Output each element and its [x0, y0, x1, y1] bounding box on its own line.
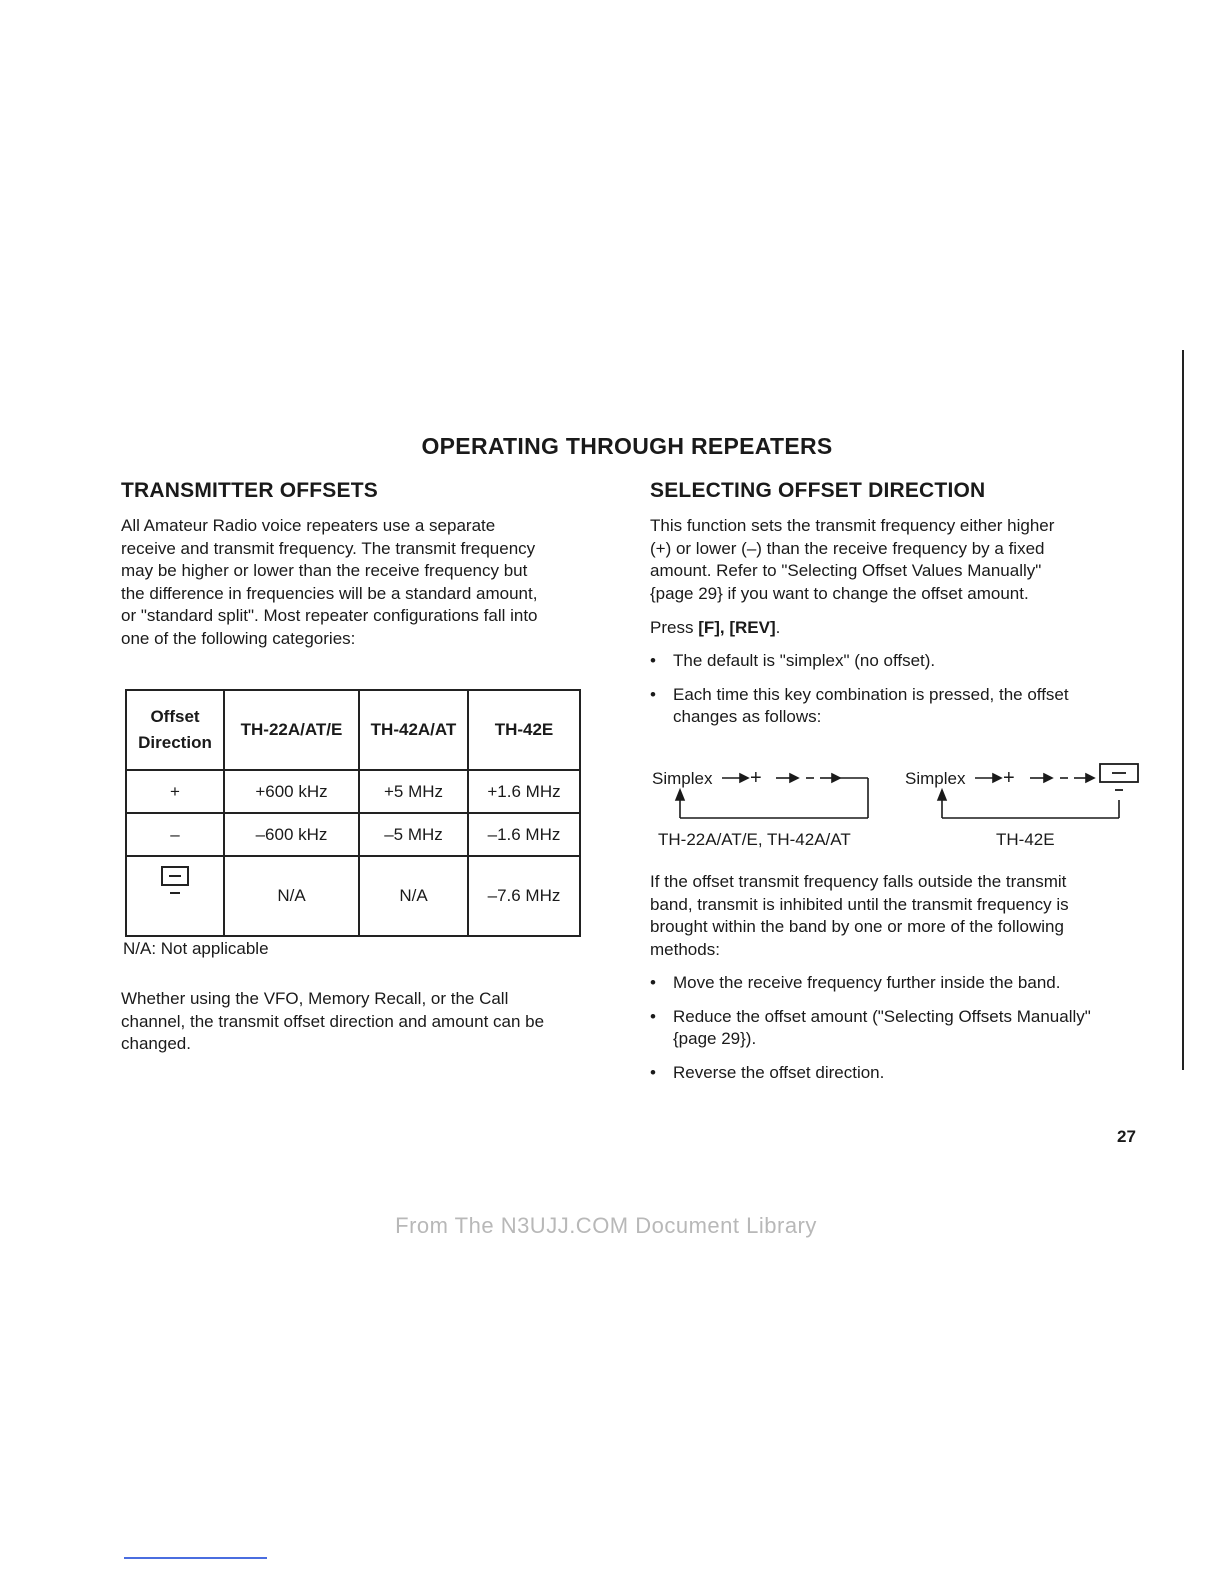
right-plus-label: +	[1003, 767, 1015, 789]
inhibit-line: band, transmit is inhibited until the transmit frequency is	[650, 894, 1069, 914]
intro-line: (+) or lower (–) than the receive frequency by a fixed	[650, 538, 1045, 558]
inhibit-paragraph	[650, 871, 1150, 961]
cell-direction	[126, 856, 224, 936]
cell-value: –600 kHz	[224, 813, 359, 856]
closing-line: changed.	[121, 1034, 191, 1053]
table-row	[126, 770, 580, 813]
header-th22: TH-22A/AT/E	[224, 690, 359, 770]
intro-line: amount. Refer to "Selecting Offset Values Manually"	[650, 561, 1042, 580]
arrow-icon	[1030, 774, 1094, 782]
inhibit-line: brought within the band by one or more of the following	[650, 917, 1064, 936]
press-keys: [F], [REV]	[698, 618, 776, 637]
cell-value: +1.6 MHz	[468, 770, 580, 813]
selecting-offset-heading: SELECTING OFFSET DIRECTION	[650, 479, 986, 502]
page-title: OPERATING THROUGH REPEATERS	[421, 433, 833, 459]
footer-watermark: From The N3UJJ.COM Document Library	[395, 1213, 817, 1238]
list-item: • Reverse the offset direction.	[650, 1062, 1130, 1085]
left-simplex-label: Simplex	[652, 769, 713, 788]
header-offset-direction: Offset Direction	[126, 690, 224, 770]
return-arrow-icon	[938, 790, 1119, 818]
margin-rule	[1182, 350, 1184, 1070]
closing-line: channel, the transmit offset direction and amount can be	[121, 1011, 545, 1031]
cell-value: N/A	[359, 856, 468, 936]
arrow-icon	[722, 774, 748, 782]
intro-line: or "standard split". Most repeater configurations fall into	[121, 606, 538, 625]
selecting-offset-intro	[650, 515, 1150, 605]
cell-value: N/A	[224, 856, 359, 936]
method-bullets	[650, 972, 1130, 1084]
header-th42a: TH-42A/AT	[359, 690, 468, 770]
closing-paragraph	[121, 988, 621, 1056]
arrow-icon	[975, 774, 1001, 782]
minus-key-icon	[1100, 764, 1138, 790]
key-underline	[170, 892, 180, 894]
minus-key-icon	[161, 866, 189, 886]
intro-line: receive and transmit frequency. The transmit frequency	[121, 538, 536, 558]
table-note: N/A: Not applicable	[123, 939, 269, 958]
cell-value: +600 kHz	[224, 770, 359, 813]
header-th42e: TH-42E	[468, 690, 580, 770]
cell-direction: +	[126, 770, 224, 813]
cell-value: –5 MHz	[359, 813, 468, 856]
intro-line: may be higher or lower than the receive frequency but	[121, 561, 528, 580]
default-bullets	[650, 650, 1135, 729]
closing-line: Whether using the VFO, Memory Recall, or the Call	[121, 989, 509, 1008]
inhibit-line: If the offset transmit frequency falls outside the transmit	[650, 872, 1067, 891]
intro-line: {page 29} if you want to change the offset amount.	[650, 583, 1029, 603]
cell-value: –7.6 MHz	[468, 856, 580, 936]
cell-direction: –	[126, 813, 224, 856]
list-item: • Move the receive frequency further inside the band.	[650, 972, 1130, 995]
intro-line: one of the following categories:	[121, 628, 356, 648]
list-item: • Each time this key combination is pressed, the offset changes as follows:	[650, 684, 1135, 729]
cell-value: –1.6 MHz	[468, 813, 580, 856]
page-number: 27	[1117, 1127, 1136, 1146]
right-simplex-label: Simplex	[905, 769, 966, 788]
press-prefix: Press	[650, 618, 699, 637]
cell-value: +5 MHz	[359, 770, 468, 813]
intro-line: All Amateur Radio voice repeaters use a separate	[121, 516, 496, 535]
intro-line: the difference in frequencies will be a standard amount,	[121, 583, 538, 603]
intro-line: This function sets the transmit frequency either higher	[650, 516, 1055, 535]
left-diagram-caption: TH-22A/AT/E, TH-42A/AT	[658, 830, 851, 849]
table-row	[126, 813, 580, 856]
offset-table	[125, 689, 581, 937]
list-item: • The default is "simplex" (no offset).	[650, 650, 1135, 673]
transmitter-offsets-intro	[121, 515, 621, 650]
press-instruction	[650, 617, 780, 640]
offset-cycle-diagram	[640, 752, 1160, 832]
press-suffix: .	[775, 618, 781, 637]
right-diagram-caption: TH-42E	[996, 830, 1055, 849]
list-item: • Reduce the offset amount ("Selecting Offsets Manually" {page 29}).	[650, 1006, 1130, 1051]
table-header-row	[126, 690, 580, 770]
transmitter-offsets-heading: TRANSMITTER OFFSETS	[121, 479, 378, 502]
bottom-rule	[124, 1557, 267, 1559]
table-row	[126, 856, 580, 936]
left-plus-label: +	[750, 767, 762, 789]
inhibit-line: methods:	[650, 939, 720, 959]
